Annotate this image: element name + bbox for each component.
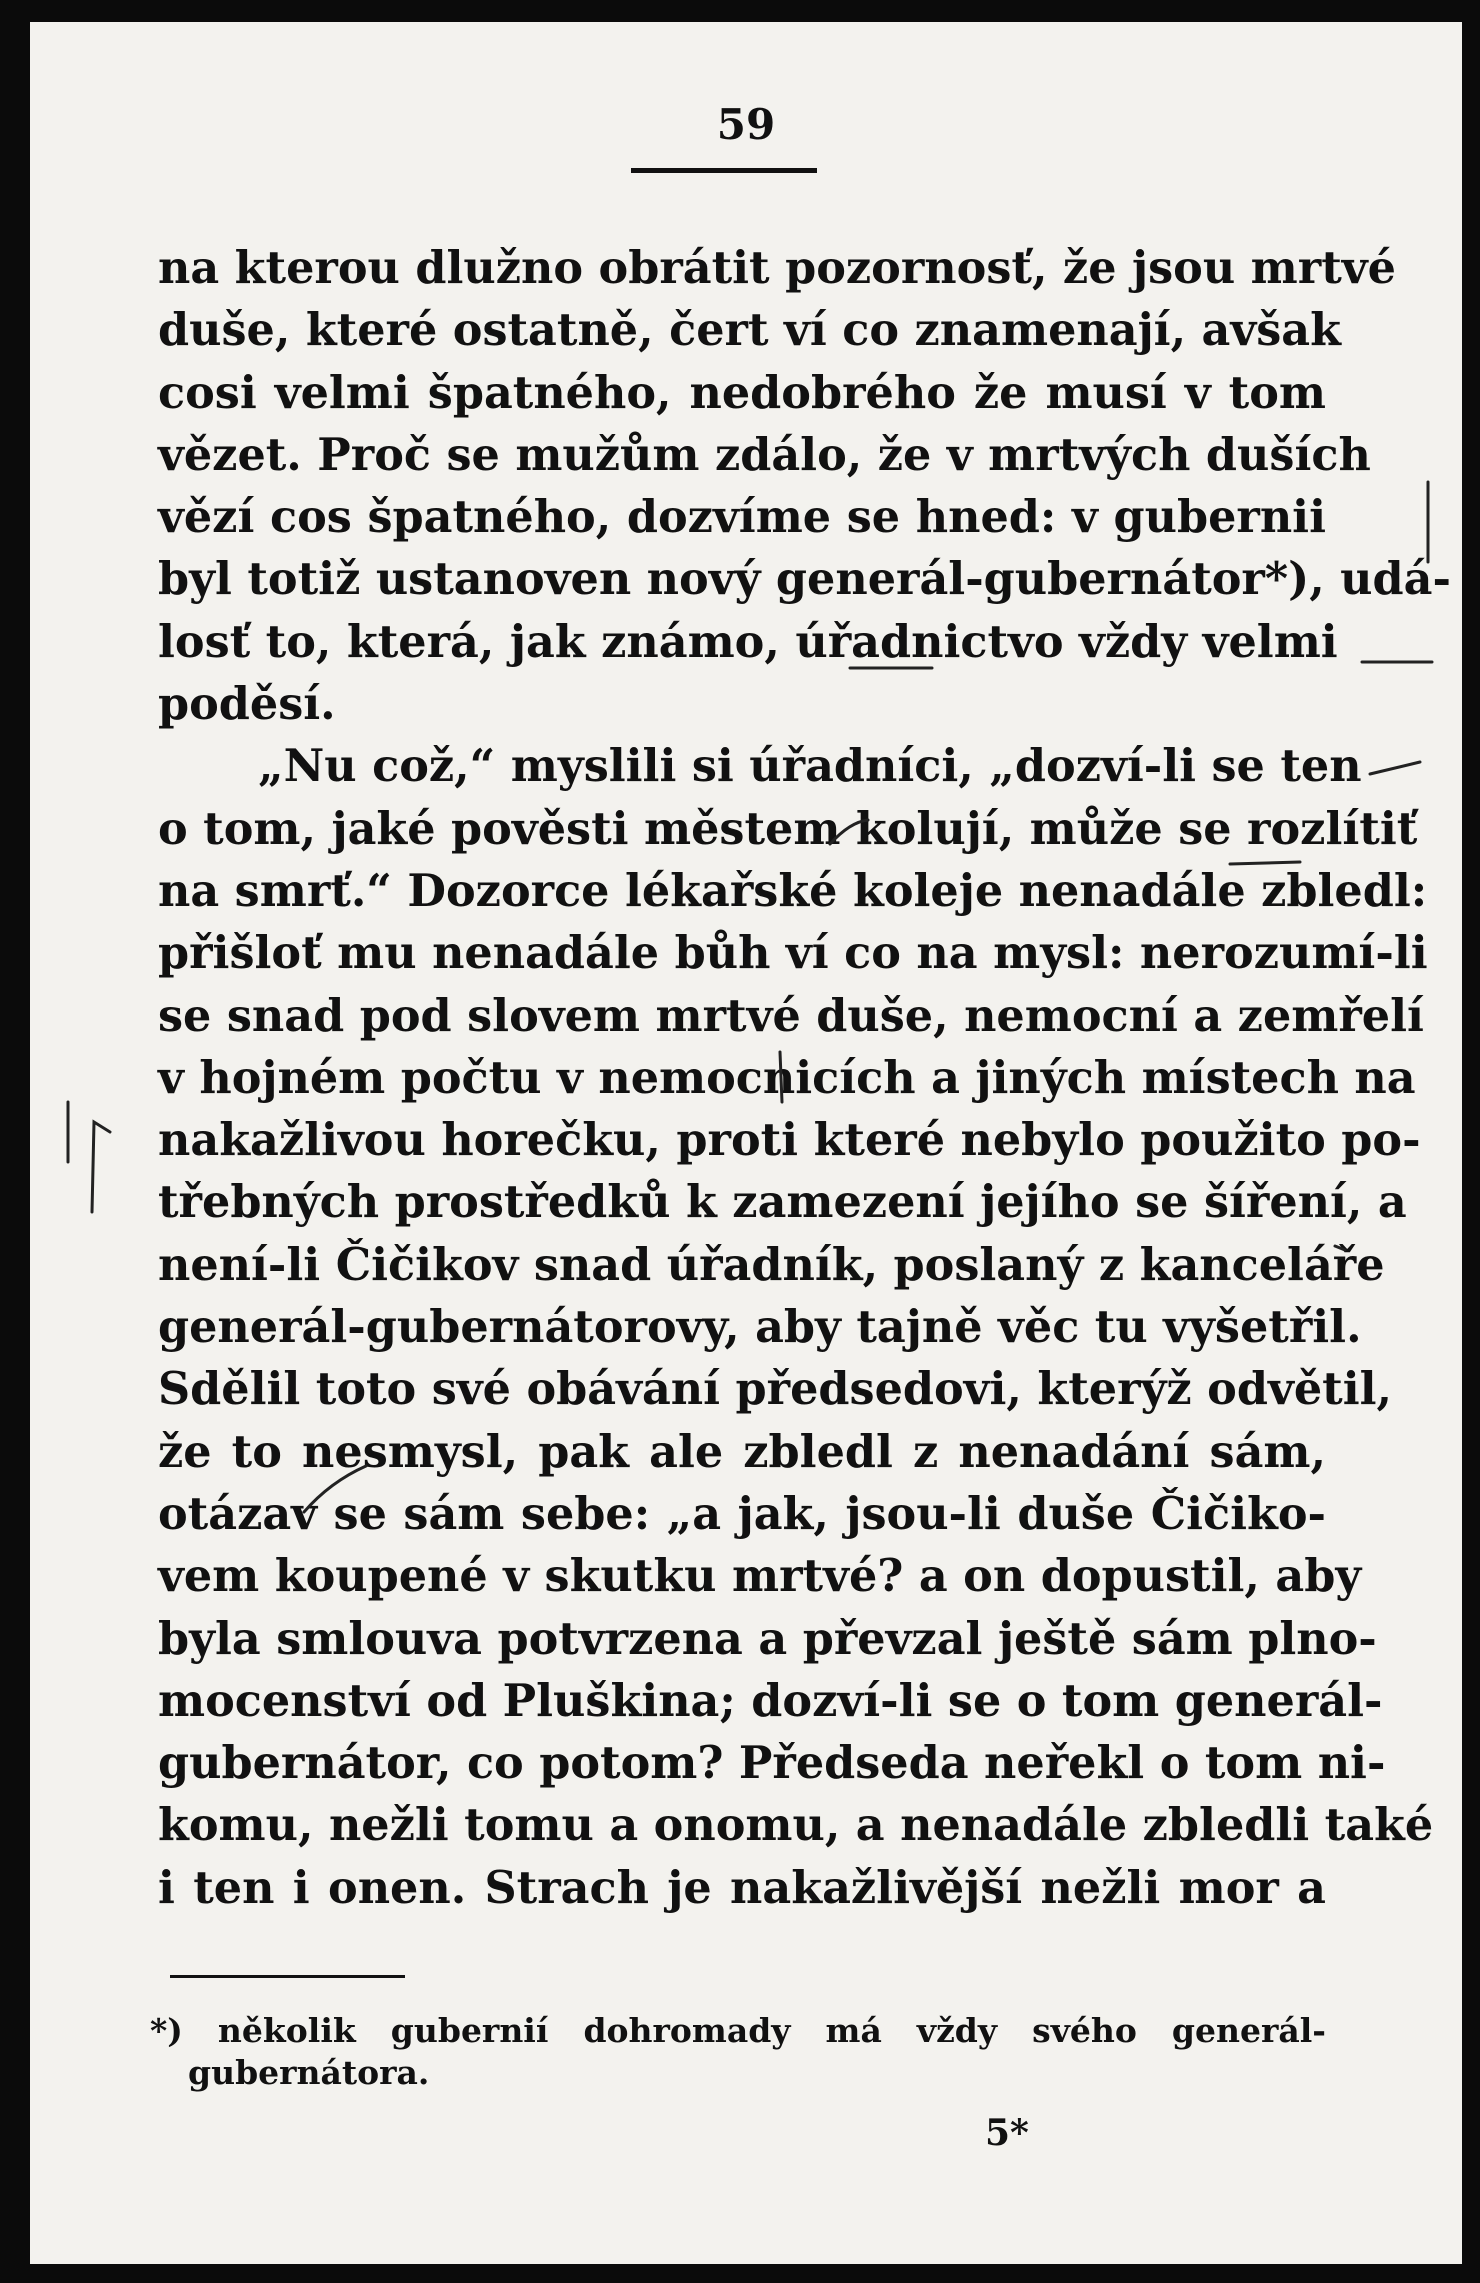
underline-mark [780,1052,782,1102]
text-line: že to nesmysl, pak ale zbledl z nenadání sám, [158,1425,1326,1478]
text-line: přišloť mu nenadále bůh ví co na mysl: nerozumí-li [158,927,1428,980]
text-line: otázav se sám sebe: „a jak, jsou-li duše Čičiko- [158,1487,1326,1540]
text-line: Sdělil toto své obávání předsedovi, kterýž odvětil, [158,1363,1393,1416]
text-line: poděsí. [158,678,336,731]
footnote-line: *) několik gubernií dohromady má vždy svého generál- [150,2011,1326,2050]
text-line: není-li Čičikov snad úřadník, poslaný z kanceláře [158,1238,1385,1291]
pencil-annotations [30,22,1462,2264]
underline-mark [1230,862,1300,864]
text-line: vem koupené v skutku mrtvé? a on dopustil, aby [158,1550,1362,1603]
text-line: v hojném počtu v nemocnicích a jiných místech na [158,1051,1416,1104]
text-line: třebných prostředků k zamezení jejího se šíření, a [158,1176,1407,1229]
text-line: komu, nežli tomu a onomu, a nenadále zbledli také [158,1799,1434,1852]
text-line: byla smlouva potvrzena a převzal ještě sám plno- [158,1612,1377,1665]
text-line: o tom, jaké pověsti městem kolují, může se rozlítiť [158,802,1418,855]
underline-mark [830,820,868,844]
signature-mark: 5* [985,2112,1029,2154]
text-line: se snad pod slovem mrtvé duše, nemocní a zemřelí [158,989,1424,1042]
text-line: mocenství od Pluškina; dozví-li se o tom generál- [158,1674,1383,1727]
text-line: losť to, která, jak známo, úřadnictvo vždy velmi [158,615,1338,668]
text-line: byl totiž ustanoven nový generál-gubernátor*), udá- [158,553,1451,606]
text-line: nakažlivou horečku, proti které nebylo použito po- [158,1114,1421,1167]
book-page [30,22,1462,2264]
text-line: vězí cos špatného, dozvíme se hned: v gubernii [158,491,1326,544]
margin-mark [1370,762,1420,774]
text-line: cosi velmi špatného, nedobrého že musí v tom [158,366,1326,419]
text-line: gubernátor, co potom? Předseda neřekl o tom ni- [158,1737,1386,1790]
text-line: i ten i onen. Strach je nakažlivější nežli mor a [158,1861,1326,1914]
text-line: generál-gubernátorovy, aby tajně věc tu vyšetřil. [158,1301,1362,1354]
footnote-line: gubernátora. [188,2053,430,2092]
text-line: na smrť.“ Dozorce lékařské koleje nenadále zbledl: [158,864,1428,917]
margin-mark [1335,1246,1345,1250]
page-number: 59 [716,100,776,149]
text-line: duše, které ostatně, čert ví co znamenají, avšak [158,304,1341,357]
margin-mark [92,1122,110,1212]
text-line: „Nu což,“ myslili si úřadníci, „dozví-li se ten [258,740,1362,793]
text-line: na kterou dlužno obrátit pozornosť, že jsou mrtvé [158,242,1396,294]
text-line: vězet. Proč se mužům zdálo, že v mrtvých duších [158,428,1371,481]
underline-mark [304,1466,366,1512]
